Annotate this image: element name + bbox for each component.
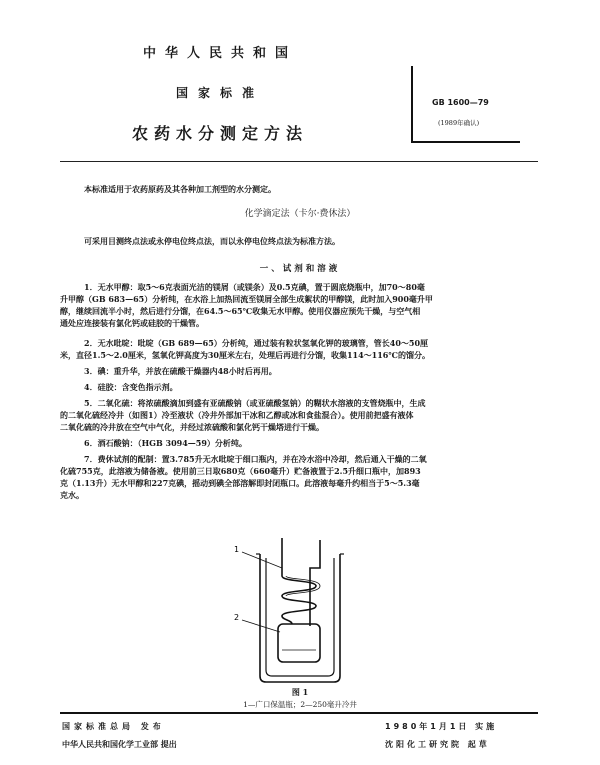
item-5-line-3: 二氧化硫的冷井放在空气中气化，并经过浓硫酸和氯化钙干燥塔进行干燥。 [60,422,324,432]
item-7-line-2: 化硫755克，此溶液为储备液。使用前三日取680克（660毫升）贮备液置于2.5升细口瓶中，加893 [60,466,421,476]
drafter: 沈阳化工研究院 起草 [385,740,490,749]
confirmation-note: (1989年确认) [438,119,480,127]
effective-date: 1980年1月1日 实施 [385,722,498,731]
cold-trap-vessel [278,624,320,662]
figure-label-2: 2 [234,613,240,622]
country-name: 中华人民共和国 [142,46,297,61]
reagent-list [60,277,550,501]
figure-caption: 1—广口保温瓶；2—250毫升冷井 [243,700,357,709]
item-2-line-1: 2．无水吡啶：吡啶（GB 689—65）分析纯，通过装有粒状氢氧化钾的玻璃管，管长40～50厘 [84,338,429,348]
leader-line-2 [242,620,280,632]
figure-number: 图 1 [291,687,309,697]
standard-number: GB 1600—79 [432,98,489,107]
item-7-line-3: 克（1.13升）无水甲醇和227克碘，摇动到碘全部溶解即封闭瓶口。此溶液每毫升约相当于5～5.3毫 [60,478,420,488]
list-item [60,397,550,433]
section-heading-reagents: 一、试剂和溶液 [259,264,341,274]
item-1-line-2: 升甲醇（GB 683—65）分析纯，在水浴上加热回流至镁屑全部生成絮状的甲醇镁，此时加入900毫升甲 [60,294,433,304]
list-item [60,281,550,329]
footer-divider [60,712,538,714]
item-1-line-3: 醇，继续回流半小时，然后进行分馏，在64.5～65℃收集无水甲醇。使用仪器应预先干燥，与空气相 [60,306,421,316]
item-7-line-1: 7．费休试剂的配制：置3.785升无水吡啶于细口瓶内，并在冷水浴中冷却，然后通入干燥的二氧 [84,454,427,464]
item-6-line-1: 6．酒石酸钠：（HGB 3094—59）分析纯。 [84,438,247,448]
list-item [60,453,550,501]
item-5-line-1: 5．二氧化硫：将浓硫酸滴加到盛有亚硫酸钠（或亚硫酸氢钠）的糊状水溶液的支管烧瓶中，生成 [84,398,426,408]
item-1-line-1: 1．无水甲醇：取5～6克表面光洁的镁屑（或镁条）及0.5克碘，置于圆底烧瓶中，加70～80毫 [84,282,425,292]
proposer: 中华人民共和国化学工业部 提出 [62,740,177,749]
leader-line-1 [242,552,282,568]
method-title: 化学滴定法（卡尔·费休法） [244,209,356,219]
list-item [60,365,550,377]
item-1-line-4: 通处应连接装有氯化钙或硅胶的干燥管。 [60,318,204,328]
item-3-line-1: 3．碘：重升华，并放在硫酸干燥器内48小时后再用。 [84,366,277,376]
standard-type: 国家标准 [175,86,264,100]
item-2-line-2: 米，直径1.5～2.0厘米，氢氧化钾高度为30厘米左右，处理后再进行分馏，收集114～116℃的馏分。 [60,350,430,360]
method-intro: 可采用目测终点法或永停电位终点法，而以永停电位终点法为标准方法。 [84,236,340,246]
cold-trap-figure [220,528,380,688]
condenser-coil [282,576,316,624]
list-item [60,337,550,361]
header-divider [60,161,538,162]
dewar-inner-wall [266,558,334,676]
list-item [60,437,550,449]
page-title: 农药水分测定方法 [131,124,308,143]
item-7-line-4: 克水。 [60,490,84,500]
item-4-line-1: 4．硅胶：含变色指示剂。 [84,382,178,392]
list-item [60,381,550,393]
scope-statement: 本标准适用于农药原药及其各种加工剂型的水分测定。 [84,184,276,194]
item-5-line-2: 的二氧化硫经冷井（如图1）冷至液状（冷井外部加干冰和乙醇或冰和食盐混合）。使用前把盛有液体 [60,410,414,420]
figure-label-1: 1 [234,545,240,554]
issuer: 国家标准总局 发布 [62,722,165,731]
